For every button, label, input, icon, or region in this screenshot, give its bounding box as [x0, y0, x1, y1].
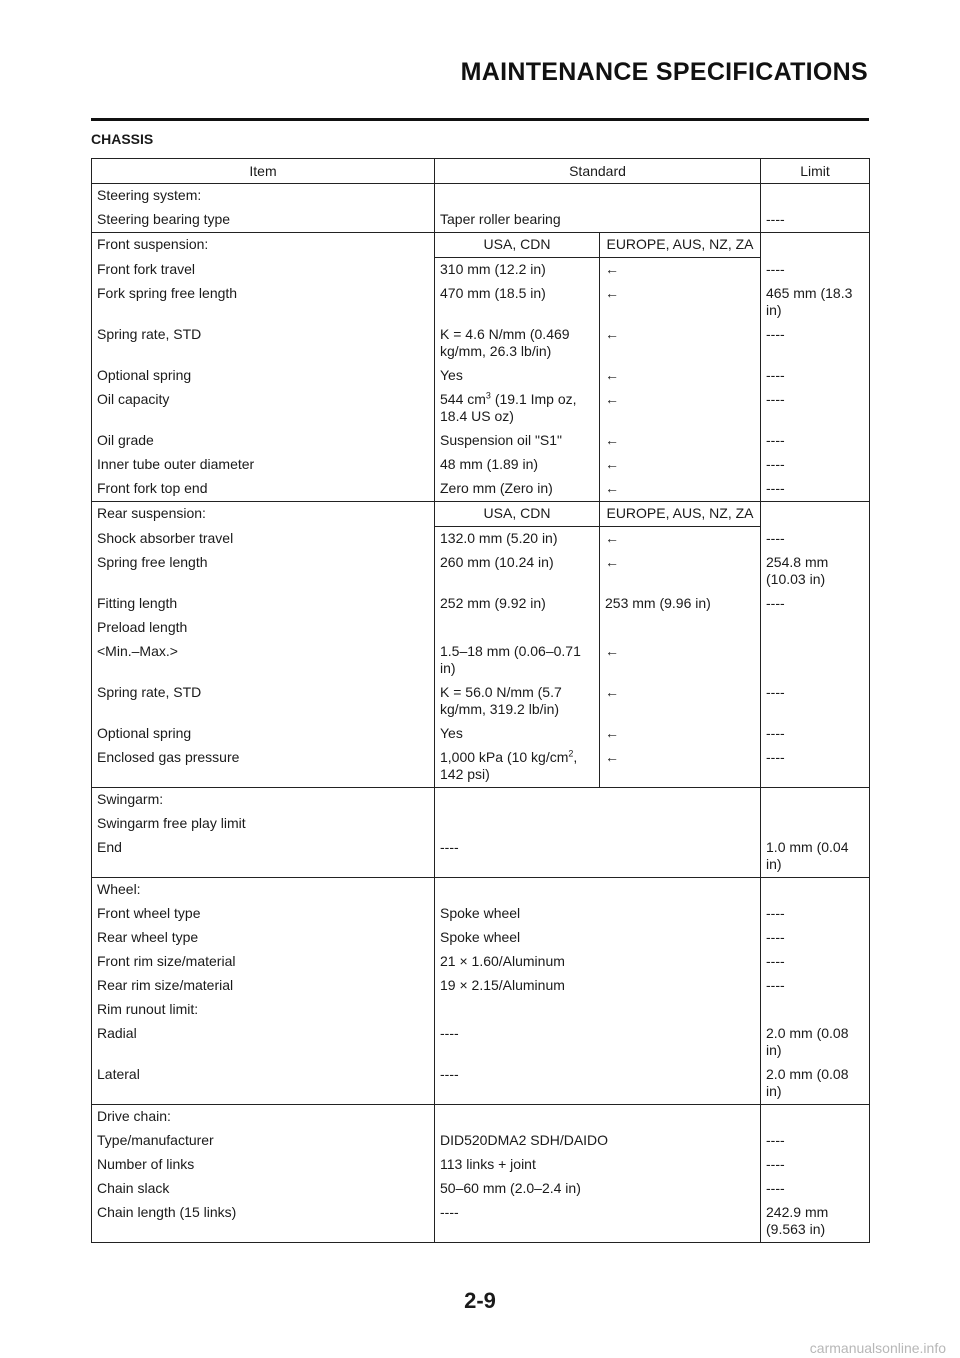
- table-row: [92, 836, 870, 878]
- table-header-row: [92, 159, 870, 184]
- limit-cell: ----: [761, 902, 870, 926]
- limit-cell: ----: [761, 453, 870, 477]
- limit-cell: ----: [761, 1153, 870, 1177]
- usa-value-cell: [435, 746, 600, 788]
- table-row: [92, 208, 870, 233]
- table-row: [92, 323, 870, 364]
- limit-cell: ----: [761, 208, 870, 233]
- usa-value-cell: 252 mm (9.92 in): [435, 592, 600, 616]
- item-cell: Shock absorber travel: [92, 527, 435, 552]
- value-superscript: 2: [568, 748, 574, 759]
- item-cell: Rim runout limit:: [92, 998, 435, 1022]
- limit-cell: ----: [761, 1129, 870, 1153]
- value-text: (19.1 Imp oz, 18.4 US oz): [440, 391, 577, 424]
- standard-cell: Taper roller bearing: [435, 208, 761, 233]
- limit-cell: ----: [761, 926, 870, 950]
- item-cell: <Min.–Max.>: [92, 640, 435, 681]
- europe-value-cell: ←: [600, 453, 761, 477]
- group-rear-suspension: [92, 502, 870, 788]
- limit-cell: ----: [761, 722, 870, 746]
- value-superscript: 3: [485, 390, 491, 401]
- table-row: [92, 477, 870, 502]
- usa-value-cell: [435, 388, 600, 429]
- item-cell: Lateral: [92, 1063, 435, 1105]
- usa-value-cell: [435, 616, 600, 640]
- item-cell: Front rim size/material: [92, 950, 435, 974]
- item-cell: Oil grade: [92, 429, 435, 453]
- usa-value-cell: Yes: [435, 364, 600, 388]
- europe-value-cell: ←: [600, 746, 761, 788]
- europe-value-cell: ←: [600, 429, 761, 453]
- table-row: [92, 950, 870, 974]
- subheader-usa: USA, CDN: [435, 233, 600, 258]
- group-heading: Steering system:: [92, 184, 435, 209]
- standard-cell: 113 links + joint: [435, 1153, 761, 1177]
- standard-cell: 19 × 2.15/Aluminum: [435, 974, 761, 998]
- item-cell: Chain slack: [92, 1177, 435, 1201]
- value-text: 1,000 kPa (10 kg/cm: [440, 749, 569, 765]
- item-cell: Optional spring: [92, 722, 435, 746]
- group-swingarm: [92, 788, 870, 878]
- table-row: [92, 551, 870, 592]
- table-row: [92, 453, 870, 477]
- table-row: [92, 282, 870, 323]
- item-cell: Optional spring: [92, 364, 435, 388]
- europe-value-cell: ←: [600, 681, 761, 722]
- usa-value-cell: 1.5–18 mm (0.06–0.71 in): [435, 640, 600, 681]
- item-cell: Chain length (15 links): [92, 1201, 435, 1243]
- europe-value-cell: ←: [600, 640, 761, 681]
- title-rule: [91, 118, 869, 121]
- usa-value-cell: 260 mm (10.24 in): [435, 551, 600, 592]
- table-row: [92, 429, 870, 453]
- limit-cell: ----: [761, 527, 870, 552]
- item-cell: Steering bearing type: [92, 208, 435, 233]
- limit-cell: ----: [761, 477, 870, 502]
- europe-value-cell: ←: [600, 527, 761, 552]
- group-heading: Front suspension:: [92, 233, 435, 258]
- table-row: [92, 1129, 870, 1153]
- item-cell: Spring free length: [92, 551, 435, 592]
- limit-cell: 1.0 mm (0.04 in): [761, 836, 870, 878]
- item-cell: Front fork top end: [92, 477, 435, 502]
- standard-cell: ----: [435, 1063, 761, 1105]
- value-text: 544 cm: [440, 391, 486, 407]
- item-cell: Rear wheel type: [92, 926, 435, 950]
- table-row: [92, 1177, 870, 1201]
- group-wheel: [92, 878, 870, 1105]
- standard-cell: ----: [435, 1022, 761, 1063]
- table-row: [92, 998, 870, 1022]
- europe-value-cell: ←: [600, 477, 761, 502]
- standard-cell: Spoke wheel: [435, 926, 761, 950]
- table-row: [92, 258, 870, 283]
- limit-cell: 254.8 mm (10.03 in): [761, 551, 870, 592]
- limit-cell: ----: [761, 388, 870, 429]
- standard-cell: DID520DMA2 SDH/DAIDO: [435, 1129, 761, 1153]
- table-row: [92, 926, 870, 950]
- limit-cell: [761, 640, 870, 681]
- item-cell: Oil capacity: [92, 388, 435, 429]
- group-heading: Drive chain:: [92, 1105, 435, 1130]
- limit-cell: ----: [761, 592, 870, 616]
- item-cell: Type/manufacturer: [92, 1129, 435, 1153]
- group-front-suspension: [92, 233, 870, 502]
- item-cell: Rear rim size/material: [92, 974, 435, 998]
- limit-cell: ----: [761, 1177, 870, 1201]
- item-cell: Fork spring free length: [92, 282, 435, 323]
- item-cell: Swingarm free play limit: [92, 812, 435, 836]
- europe-value-cell: [600, 616, 761, 640]
- table-row: [92, 527, 870, 552]
- table-row: [92, 388, 870, 429]
- standard-cell: ----: [435, 1201, 761, 1243]
- limit-cell: ----: [761, 364, 870, 388]
- europe-value-cell: ←: [600, 282, 761, 323]
- limit-cell: [761, 998, 870, 1022]
- item-cell: Spring rate, STD: [92, 681, 435, 722]
- limit-cell: 2.0 mm (0.08 in): [761, 1063, 870, 1105]
- standard-cell: Spoke wheel: [435, 902, 761, 926]
- europe-value-cell: ←: [600, 323, 761, 364]
- item-cell: Front wheel type: [92, 902, 435, 926]
- limit-cell: ----: [761, 746, 870, 788]
- table-row: [92, 1153, 870, 1177]
- header-standard: Standard: [435, 159, 761, 184]
- header-item: Item: [92, 159, 435, 184]
- table-row: [92, 902, 870, 926]
- page-title: MAINTENANCE SPECIFICATIONS: [460, 58, 868, 86]
- usa-value-cell: K = 4.6 N/mm (0.469 kg/mm, 26.3 lb/in): [435, 323, 600, 364]
- subheader-europe: EUROPE, AUS, NZ, ZA: [600, 502, 761, 527]
- item-cell: Number of links: [92, 1153, 435, 1177]
- usa-value-cell: 48 mm (1.89 in): [435, 453, 600, 477]
- table-row: [92, 722, 870, 746]
- limit-cell: [761, 616, 870, 640]
- item-cell: Preload length: [92, 616, 435, 640]
- section-title: CHASSIS: [91, 131, 154, 147]
- limit-cell: ----: [761, 323, 870, 364]
- table-row: [92, 681, 870, 722]
- usa-value-cell: 310 mm (12.2 in): [435, 258, 600, 283]
- group-heading: Rear suspension:: [92, 502, 435, 527]
- usa-value-cell: 470 mm (18.5 in): [435, 282, 600, 323]
- limit-cell: 465 mm (18.3 in): [761, 282, 870, 323]
- europe-value-cell: 253 mm (9.96 in): [600, 592, 761, 616]
- group-heading: Wheel:: [92, 878, 435, 903]
- table-row: [92, 1022, 870, 1063]
- table-row: [92, 364, 870, 388]
- subheader-usa: USA, CDN: [435, 502, 600, 527]
- usa-value-cell: Yes: [435, 722, 600, 746]
- table-row: [92, 616, 870, 640]
- table-row: [92, 746, 870, 788]
- item-cell: Radial: [92, 1022, 435, 1063]
- usa-value-cell: 132.0 mm (5.20 in): [435, 527, 600, 552]
- limit-cell: ----: [761, 429, 870, 453]
- europe-value-cell: ←: [600, 722, 761, 746]
- standard-cell: ----: [435, 836, 761, 878]
- page-number: 2-9: [464, 1288, 496, 1313]
- footer-watermark: carmanualsonline.info: [809, 1340, 946, 1356]
- item-cell: Front fork travel: [92, 258, 435, 283]
- limit-cell: ----: [761, 974, 870, 998]
- usa-value-cell: Suspension oil "S1": [435, 429, 600, 453]
- table-row: [92, 640, 870, 681]
- chassis-spec-table: [91, 158, 870, 1243]
- table-row: [92, 1201, 870, 1243]
- limit-cell: 242.9 mm (9.563 in): [761, 1201, 870, 1243]
- europe-value-cell: ←: [600, 258, 761, 283]
- table-row: [92, 1063, 870, 1105]
- group-drive-chain: [92, 1105, 870, 1243]
- item-cell: Fitting length: [92, 592, 435, 616]
- europe-value-cell: ←: [600, 388, 761, 429]
- group-steering: [92, 184, 870, 233]
- standard-cell: 50–60 mm (2.0–2.4 in): [435, 1177, 761, 1201]
- item-cell: Enclosed gas pressure: [92, 746, 435, 788]
- europe-value-cell: ←: [600, 364, 761, 388]
- standard-cell: [435, 998, 761, 1022]
- limit-cell: 2.0 mm (0.08 in): [761, 1022, 870, 1063]
- usa-value-cell: Zero mm (Zero in): [435, 477, 600, 502]
- europe-value-cell: ←: [600, 551, 761, 592]
- item-cell: End: [92, 836, 435, 878]
- header-limit: Limit: [761, 159, 870, 184]
- table-row: [92, 592, 870, 616]
- standard-cell: 21 × 1.60/Aluminum: [435, 950, 761, 974]
- usa-value-cell: K = 56.0 N/mm (5.7 kg/mm, 319.2 lb/in): [435, 681, 600, 722]
- table-row: [92, 974, 870, 998]
- limit-cell: ----: [761, 950, 870, 974]
- limit-cell: ----: [761, 681, 870, 722]
- group-heading: Swingarm:: [92, 788, 435, 813]
- limit-cell: ----: [761, 258, 870, 283]
- value-text: , 142 psi): [440, 749, 578, 782]
- item-cell: Spring rate, STD: [92, 323, 435, 364]
- subheader-europe: EUROPE, AUS, NZ, ZA: [600, 233, 761, 258]
- item-cell: Inner tube outer diameter: [92, 453, 435, 477]
